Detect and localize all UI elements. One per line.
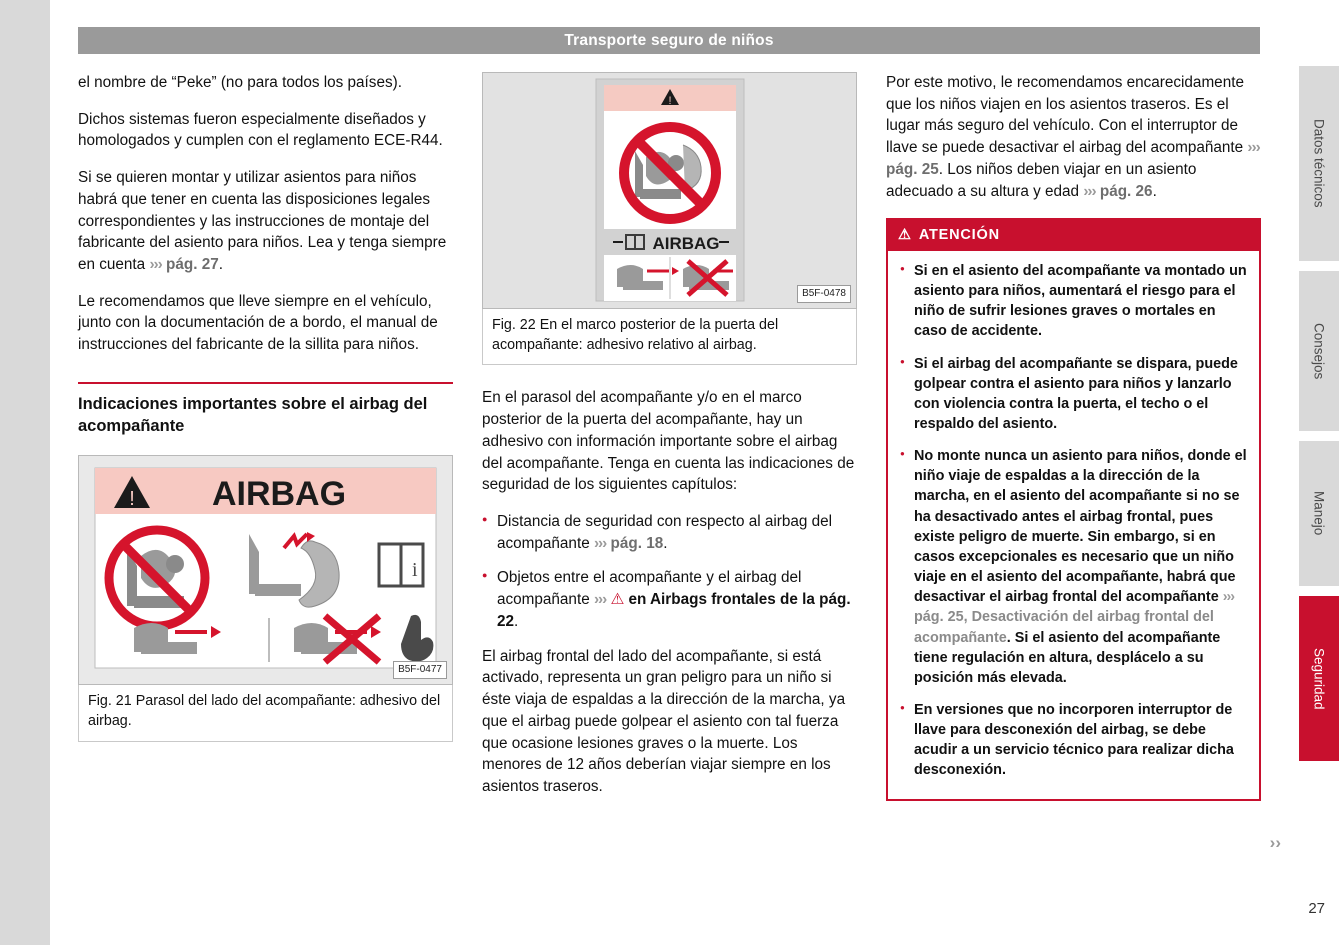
- figure-22: [482, 72, 857, 365]
- paragraph: En el parasol del acompañante y/o en el marco posterior de la puerta del acompañante, hay un adhesivo con información importante sobre el airbag del acompañante. Tenga en cuenta las indicaciones de seguridad de los siguientes capítulos:: [482, 389, 855, 494]
- side-tab-seguridad[interactable]: [1299, 596, 1339, 761]
- airbag-sticker-illustration: [79, 456, 452, 684]
- reference-arrow-icon: ›››: [1222, 589, 1235, 606]
- side-tab-label: Consejos: [1311, 322, 1327, 380]
- reference-arrow-icon: ›››: [593, 534, 607, 552]
- paragraph-text: Si se quieren montar y utilizar asientos para niños habrá que tener en cuenta las disposiciones legales correspondientes y las instrucciones de montaje del fabricante del asiento para niños. Lea y tenga siempre en cuenta: [78, 169, 447, 274]
- paragraph: el nombre de “Peke” (no para todos los países).: [78, 74, 402, 91]
- page-reference[interactable]: pág. 25: [886, 160, 939, 178]
- page-continuation-arrow-icon: ››: [1269, 833, 1281, 852]
- figure-21: [78, 455, 453, 741]
- bullet-item: ● Si el airbag del acompañante se dispara, puede golpear contra el asiento para niños y lanzarlo con violencia contra la puerta, el techo o el respaldo del asiento.: [900, 354, 1247, 435]
- paragraph: [886, 72, 1261, 202]
- page-reference[interactable]: en Airbags frontales de la pág. 22: [497, 591, 851, 630]
- bullet-item: [482, 511, 857, 554]
- column-one: [78, 72, 453, 742]
- paragraph-text: .: [1152, 182, 1157, 200]
- figure-21-number: Fig. 21: [88, 693, 132, 710]
- side-tab-label: Manejo: [1311, 491, 1327, 536]
- page-reference[interactable]: pág. 25, Desactivación del airbag frontal del acompañante: [914, 609, 1214, 646]
- figure-21-caption: [78, 685, 453, 741]
- side-tab-manejo[interactable]: [1299, 441, 1339, 586]
- warning-box: [886, 218, 1261, 800]
- bullet-item: [482, 567, 857, 632]
- page-gutter-left: [0, 0, 50, 945]
- reference-arrow-icon: ›››: [593, 591, 607, 609]
- side-tab-strip: [1289, 66, 1339, 886]
- figure-21-code: B5F-0477: [393, 661, 447, 679]
- reference-arrow-icon: ›››: [1083, 182, 1096, 200]
- bullet-item: [900, 446, 1247, 688]
- bullet-text-end: .: [663, 534, 668, 552]
- bullet-text: Distancia de seguridad con respecto al airbag del acompañante: [497, 513, 833, 552]
- reference-arrow-icon: ›››: [1247, 139, 1260, 157]
- warning-box-title: ATENCIÓN: [918, 227, 1000, 244]
- page-number: 27: [1308, 900, 1325, 917]
- bullet-text-end: .: [514, 612, 519, 630]
- warning-box-body: [888, 251, 1259, 799]
- figure-21-caption-text: Parasol del lado del acompañante: adhesivo del airbag.: [88, 693, 441, 730]
- bullet-item: ● En versiones que no incorporen interruptor de llave para desconexión del airbag, se debe acudir a un servicio técnico para realizar dicha desconexión.: [900, 700, 1247, 781]
- column-two: [482, 72, 857, 813]
- page-reference[interactable]: pág. 18: [606, 534, 664, 552]
- paragraph: Dichos sistemas fueron especialmente diseñados y homologados y cumplen con el reglamento ECE-R44.: [78, 110, 443, 150]
- side-tab-label: Seguridad: [1311, 647, 1327, 710]
- page-header-bar: [78, 27, 1260, 54]
- svg-text:AIRBAG: AIRBAG: [652, 234, 720, 253]
- svg-text:!: !: [129, 488, 135, 511]
- side-tab-consejos[interactable]: [1299, 271, 1339, 431]
- bullet-item: ● Si en el asiento del acompañante va montado un asiento para niños, aumentará el riesgo para el niño de sufrir lesiones graves o mortales en caso de accidente.: [900, 261, 1247, 342]
- figure-21-image: [78, 455, 453, 685]
- side-tab-label: Datos técnicos: [1311, 119, 1327, 208]
- svg-text:AIRBAG: AIRBAG: [211, 475, 347, 514]
- figure-22-number: Fig. 22: [492, 317, 536, 333]
- side-tab-datos-tecnicos[interactable]: [1299, 66, 1339, 261]
- figure-22-image: [482, 72, 857, 309]
- page-reference[interactable]: pág. 27: [161, 256, 219, 274]
- page-reference[interactable]: pág. 26: [1095, 182, 1153, 200]
- warning-triangle-icon: ⚠: [898, 227, 912, 244]
- reference-arrow-icon: ›››: [149, 256, 162, 274]
- bullet-text: No monte nunca un asiento para niños, donde el niño viaje de espaldas a la dirección de la marcha, en el asiento del acompañante si no se ha desactivado antes el airbag frontal, pues existe peligro de muerte. Sin embargo, si en casos excepcionales es necesario que un niño viaje en el asiento del acompañante, habrá que desactivar el airbag frontal del acompañante: [914, 448, 1247, 606]
- airbag-door-sticker-illustration: [483, 73, 856, 308]
- column-three: [886, 72, 1261, 801]
- warning-box-header: [888, 220, 1259, 251]
- paragraph-text: .: [218, 256, 223, 274]
- svg-text:!: !: [668, 95, 672, 107]
- figure-22-code: B5F-0478: [797, 285, 851, 303]
- paragraph: El airbag frontal del lado del acompañante, si está activado, representa un gran peligro para un niño si éste viaja de espaldas a la dirección de la marcha, ya que el airbag puede golpear el asiento con tal fuerza que ocasione lesiones graves o la muerte. Los menores de 12 años deberían viajar siempre en los asientos traseros.: [482, 647, 846, 795]
- bullet-text: Objetos entre el acompañante y el airbag del acompañante: [497, 569, 802, 609]
- paragraph-text: . Los niños deben viajar en un asiento adecuado a su altura y edad: [886, 160, 1197, 200]
- paragraph-text: Por este motivo, le recomendamos encarecidamente que los niños viajen en los asientos traseros. Es el lugar más seguro del vehículo. Con el interruptor de llave se puede desactivar el airbag del acompañante: [886, 74, 1248, 157]
- svg-text:i: i: [412, 559, 418, 582]
- figure-22-caption: [482, 309, 857, 365]
- warning-triangle-icon: ⚠: [610, 591, 625, 609]
- paragraph: Le recomendamos que lleve siempre en el vehículo, junto con la documentación de a bordo, el manual de instrucciones del fabricante de la sillita para niños.: [78, 292, 438, 354]
- section-heading: Indicaciones importantes sobre el airbag del acompañante: [78, 382, 453, 438]
- page-header-title: Transporte seguro de niños: [564, 31, 774, 49]
- bullet-text-end: . Si el asiento del acompañante tiene regulación en altura, desplácelo a su posición más elevada.: [914, 629, 1221, 686]
- paragraph: [78, 167, 453, 276]
- figure-22-caption-text: En el marco posterior de la puerta del acompañante: adhesivo relativo al airbag.: [492, 317, 779, 353]
